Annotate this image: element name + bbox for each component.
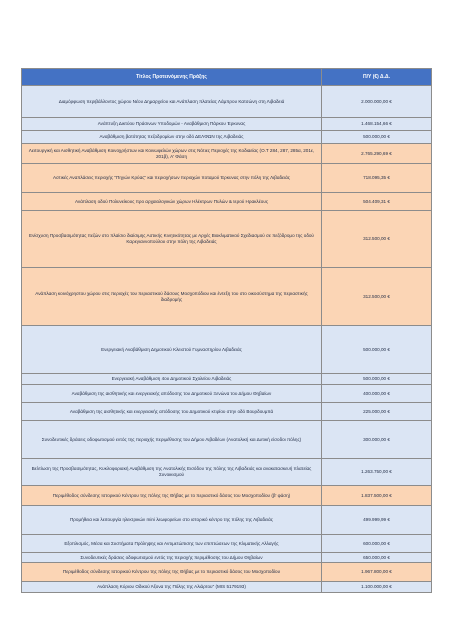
project-amount: 300.000,00 € [322,421,432,459]
table-row [22,268,432,326]
table-row [22,582,432,593]
header-title: Τίτλος Προτεινόμενης Πράξης [22,69,322,86]
project-amount: 312.500,00 € [322,268,432,326]
project-amount: 225.000,00 € [322,403,432,421]
table-row [22,193,432,211]
table-row [22,385,432,403]
table-row [22,563,432,582]
project-title: Ενίσχυση Προσβασιμότητας πεζών στο πλαίσιο διαίσιμης Αστικής Κινητικότητας με Αρχές Βιοκλιματικού Σχεδιασμού σε πεζόδρομο της οδού Καρεγιαννοπούλου στην πόλη της Λιβαδειάς [22,211,322,268]
project-title: Αναβάθμιση της αισθητικής και ενεργειακής απόδοσης του Δημοτικού κτιρίου στην οδό Βουρδουμπά [22,403,322,421]
table-row [22,326,432,374]
table-row [22,164,432,193]
table-row [22,144,432,164]
project-title: Εξοπλισμός, Μέσα και Συστήματα Πρόληψης και Αντιμετώπισης των επιπτώσεων της Κλιματικής Αλλαγής [22,535,322,553]
project-title: Προμήθεια και λειτουργία ηλεκτρικών mini λεωφορείων στο ιστορικό κέντρο της πόλης της Λιβαδειάς [22,506,322,535]
project-title: Περιμέθοδος σύνδεσης Ιστορικού Κέντρου της πόλης της Θήβας με το περιαστικό δάσος του Μοσχοποδίου (β' φάση) [22,486,322,506]
project-title: Ενεργειακή Αναβάθμιση Δημοτικού Κλειστού Γυμναστηρίου Λιβαδειάς [22,326,322,374]
table-row [22,553,432,563]
projects-table [21,68,432,593]
project-title: Αναβάθμιση της αισθητικής και ενεργειακής απόδοσης του Δημοτικού Ξενώνα του Δήμου Θηβαίων [22,385,322,403]
project-amount: 718.095,35 € [322,164,432,193]
project-title: Ανάπλαση οδού Πολυνείκους προ αρχαιολογικών χώρων Ηλέκτρων Πυλών & Ιερού Ηρακλέους [22,193,322,211]
project-title: Συνοδευτικές δράσεις οδοφωτισμού εντός της περιοχής περιμέθοσης του Δήμου Λιβαδέων (Ανατολική και Δυτική είσοδοι πόλης) [22,421,322,459]
project-amount: 1.263.750,00 € [322,459,432,486]
project-amount: 499.999,99 € [322,506,432,535]
project-amount: 2.765.290,69 € [322,144,432,164]
project-amount: 504.409,31 € [322,193,432,211]
project-title: Ανάπλαση κοινόχρηστου χώρου στις περιοχές του περιαστικού δάσους Μοσχοπόδιου και έντεξη του στο οικοσύστημα της περιαστικής διαδρομής [22,268,322,326]
project-title: Ενεργειακή Αναβάθμιση 4ου Δημοτικού Σχολείου Λιβαδειάς [22,374,322,385]
project-title: Αστικές Αναπλάσεις περιοχής "Πηγών Κρύας" και περιοχήσων περιοχών ποταμού Έρκυνας στην πόλη της Λιβαδειάς [22,164,322,193]
project-title: Ανάπλαση Κύριου Οδικού Άξονα της Πόλης της Αλιάρτου" (MIS 5179193) [22,582,322,593]
project-title: Αναβάθμιση βατότητας πεζοδρομίων στην οδό ΔΕΛΦΩΝ της Λιβαδειάς [22,131,322,144]
project-amount: 1.100.000,00 € [322,582,432,593]
header-row [22,69,432,86]
table-row [22,118,432,131]
project-amount: 400.000,00 € [322,385,432,403]
table-row [22,374,432,385]
project-amount: 500.000,00 € [322,374,432,385]
table-row [22,403,432,421]
project-amount: 1.967.800,00 € [322,563,432,582]
project-amount: 2.000.000,00 € [322,86,432,118]
table-row [22,211,432,268]
project-amount: 500.000,00 € [322,131,432,144]
project-title: Συνοδευτικές δράσεις οδοφωτισμού εντός της περιοχής περιμέθοσης του Δήμου Θηβαίων [22,553,322,563]
header-budget: Π/Υ (€) Δ.Δ. [322,69,432,86]
project-title: Διαμόρφωση περιβάλλοντος χώρου Νέου Δημαρχείου και Ανάπλαση πλατείας Λάμπρου Κατσώνη στη Λιβαδειά [22,86,322,118]
table-row [22,486,432,506]
project-title: Λειτουργική και Αισθητική Αναβάθμιση Κοινοχρήστων και Κοινωφελών χώρων στις Νότιες Περιοχές της Κοδιαείας (Ο.Τ 284, 287, 285α, 201ε, 201β), Α' Φάση [22,144,322,164]
project-amount: 650.000,00 € [322,553,432,563]
project-amount: 1.837.500,00 € [322,486,432,506]
project-amount: 500.000,00 € [322,326,432,374]
project-amount: 312.500,00 € [322,211,432,268]
table-row [22,131,432,144]
project-title: Βελτίωση της Προσβασιμότητας, Κυκλοφοριακή Αναβάθμιση της Ανατολικής Εισόδου της πόλης της Λιβαδειάς και ανακατασκευή πλατείας Συνοικισμού [22,459,322,486]
project-amount: 1.468.154,66 € [322,118,432,131]
table-row [22,421,432,459]
table-row [22,86,432,118]
project-amount: 600.000,00 € [322,535,432,553]
table-row [22,459,432,486]
project-title: Περιμέθοδος σύνδεσης Ιστορικού Κέντρου της πόλης της Θήβας με το περιαστικό δάσος του Μοσχοποδίου [22,563,322,582]
table-row [22,506,432,535]
project-title: Ανάπτυξη Δικτύου Πράσινων Υποδομών - Αναβάθμιση Πάρκου Έρκυνας [22,118,322,131]
table-row [22,535,432,553]
